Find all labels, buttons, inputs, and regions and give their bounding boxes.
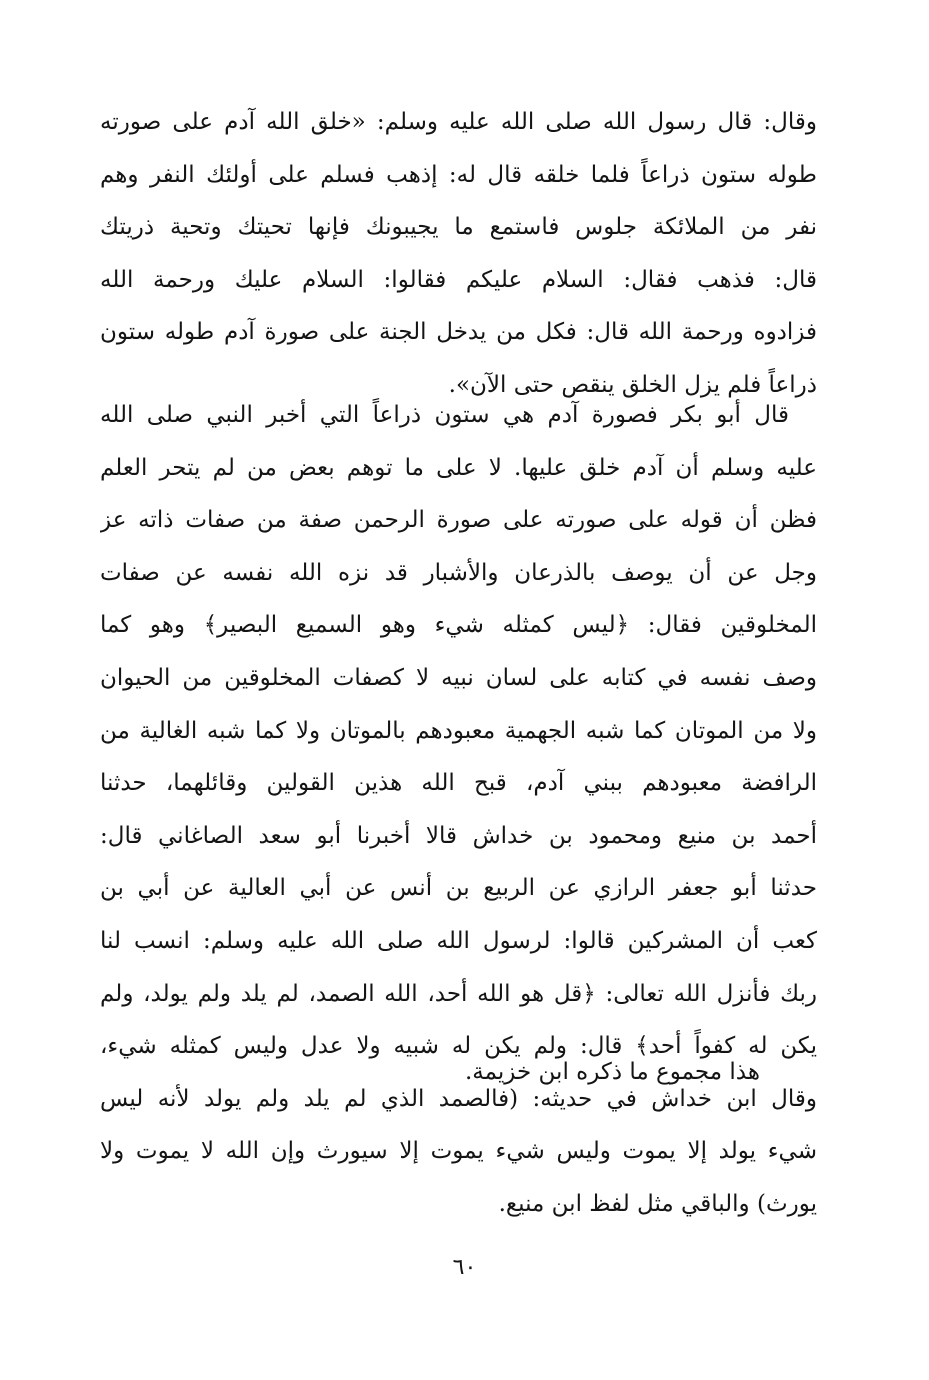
text-line: ولا من الموتان كما شبه الجهمية معبودهم بالموتان ولا كما شبه الغالية من <box>100 717 817 744</box>
paragraph-hadith <box>100 96 817 412</box>
text-line: المخلوقين فقال: ﴿ليس كمثله شيء وهو السميع البصير﴾ وهو كما <box>100 612 817 639</box>
text-line: شيء يولد إلا يموت وليس شيء يموت إلا سيورث وإن الله لا يموت ولا <box>100 1138 817 1165</box>
text-line: وقال ابن خداش في حديثه: (فالصمد الذي لم يلد ولم يولد لأنه ليس <box>100 1085 817 1112</box>
text-line: حدثنا أبو جعفر الرازي عن الربيع بن أنس عن أبي العالية عن أبي بن <box>100 875 817 902</box>
text-line: ذراعاً فلم يزل الخلق ينقص حتى الآن». <box>448 371 817 398</box>
text-line: وقال: قال رسول الله صلى الله عليه وسلم: «خلق الله آدم على صورته <box>100 109 817 135</box>
text-line: يورث) والباقي مثل لفظ ابن منيع. <box>498 1190 817 1217</box>
text-line: فظن أن قوله على صورته على صورة الرحمن صفة من صفات ذاته عز <box>100 507 817 534</box>
closing-line: هذا مجموع ما ذكره ابن خزيمة. <box>464 1059 760 1085</box>
text-line: فزادوه ورحمة الله قال: فكل من يدخل الجنة على صورة آدم طوله ستون <box>100 319 817 346</box>
text-line: قال أبو بكر فصورة آدم هي ستون ذراعاً التي أخبر النبي صلى الله <box>100 402 789 428</box>
text-line: الرافضة معبودهم ببني آدم، قبح الله هذين القولين وقائلهما، حدثنا <box>100 770 817 797</box>
text-line: قال: فذهب فقال: السلام عليكم فقالوا: السلام عليك ورحمة الله <box>100 266 817 293</box>
text-line: وصف نفسه في كتابه على لسان نبيه لا كصفات المخلوقين من الحيوان <box>100 664 817 691</box>
text-line: وجل عن أن يوصف بالذرعان والأشبار قد نزه الله نفسه عن صفات <box>100 559 817 586</box>
text-line: ربك فأنزل الله تعالى: ﴿قل هو الله أحد، الله الصمد، لم يلد ولم يولد، ولم <box>100 980 817 1007</box>
text-line: طوله ستون ذراعاً فلما خلقه قال له: إذهب فسلم على أولئك النفر وهم <box>100 161 817 188</box>
text-line: نفر من الملائكة جلوس فاستمع ما يجيبونك فإنها تحيتك وتحية ذريتك <box>100 214 817 241</box>
paragraph-commentary <box>100 389 817 1231</box>
text-line: يكن له كفواً أحد﴾ قال: ولم يكن له شبيه ولا عدل وليس كمثله شيء، <box>100 1033 817 1060</box>
text-line: عليه وسلم أن آدم خلق عليها. لا على ما توهم بعض من لم يتحر العلم <box>100 454 817 481</box>
text-line: أحمد بن منيع ومحمود بن خداش قالا أخبرنا أبو سعد الصاغاني قال: <box>100 822 817 849</box>
text-line: كعب أن المشركين قالوا: لرسول الله صلى الله عليه وسلم: انسب لنا <box>100 927 817 954</box>
page-number: ٦٠ <box>452 1255 477 1280</box>
